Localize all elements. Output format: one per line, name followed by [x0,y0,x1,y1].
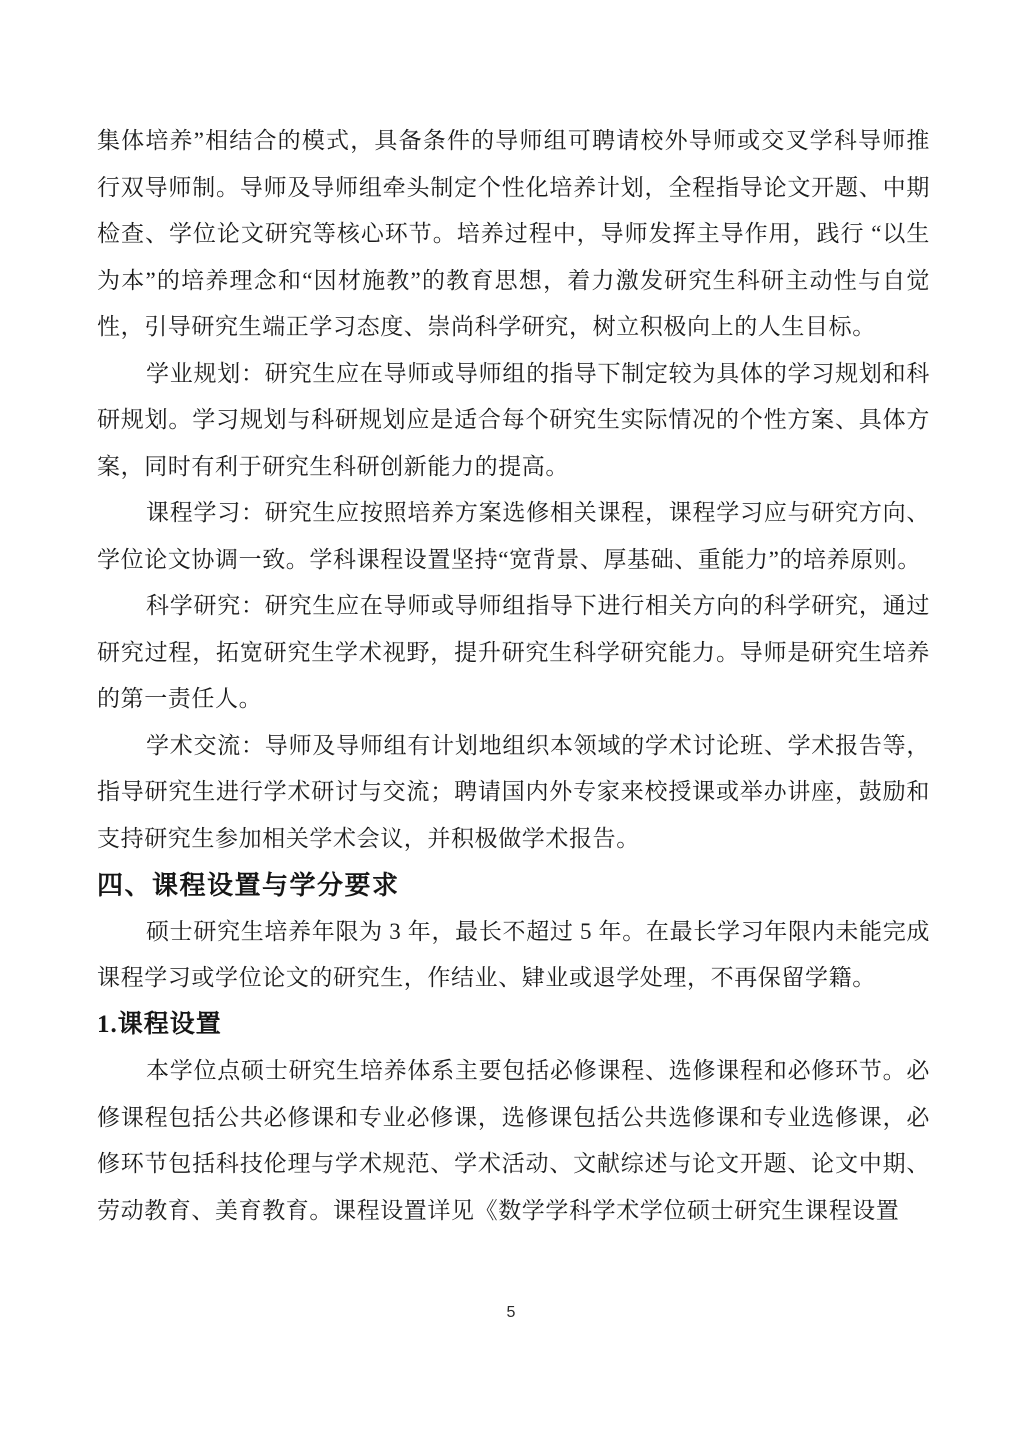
paragraph-scientific-research: 科学研究：研究生应在导师或导师组指导下进行相关方向的科学研究，通过研究过程，拓宽研究生学术视野，提升研究生科学研究能力。导师是研究生培养的第一责任人。 [97,593,930,711]
section-heading-course-setup-credits: 四、课程设置与学分要求 [97,870,400,900]
paragraph-academic-planning: 学业规划：研究生应在导师或导师组的指导下制定较为具体的学习规划和科研规划。学习规划与科研规划应是适合每个研究生实际情况的个性方案、具体方案，同时有利于研究生科研创新能力的提高。 [97,360,930,479]
subsection-heading-course-setup: 1.课程设置 [97,1010,222,1038]
paragraph-continuation: 集体培养”相结合的模式，具备条件的导师组可聘请校外导师或交叉学科导师推行双导师制。导师及导师组牵头制定个性化培养计划，全程指导论文开题、中期检查、学位论文研究等核心环节。培养过程中，导师发挥主导作用，践行 “以生为本”的培养理念和“因材施教”的教育思想，着力激发研究生科研主动性与自觉性，引导研究生端正学习态度、崇尚科学研究，树立积极向上的人生目标。 [97,128,930,339]
paragraph-course-system: 本学位点硕士研究生培养体系主要包括必修课程、选修课程和必修环节。必修课程包括公共必修课和专业必修课，选修课包括公共选修课和专业选修课，必修环节包括科技伦理与学术规范、学术活动、文献综述与论文开题、论文中期、劳动教育、美育教育。课程设置详见《数学学科学术学位硕士研究生课程设置 [97,1058,930,1223]
paragraph-academic-exchange: 学术交流：导师及导师组有计划地组织本领域的学术讨论班、学术报告等，指导研究生进行学术研讨与交流；聘请国内外专家来校授课或举办讲座，鼓励和支持研究生参加相关学术会议，并积极做学术报告。 [97,732,930,851]
paragraph-training-duration: 硕士研究生培养年限为 3 年，最长不超过 5 年。在最长学习年限内未能完成课程学习或学位论文的研究生，作结业、肄业或退学处理，不再保留学籍。 [97,918,930,990]
paragraph-course-study: 课程学习：研究生应按照培养方案选修相关课程，课程学习应与研究方向、学位论文协调一致。学科课程设置坚持“宽背景、厚基础、重能力”的培养原则。 [97,500,930,572]
page-number: 5 [506,1304,516,1321]
page-content [97,118,930,1234]
